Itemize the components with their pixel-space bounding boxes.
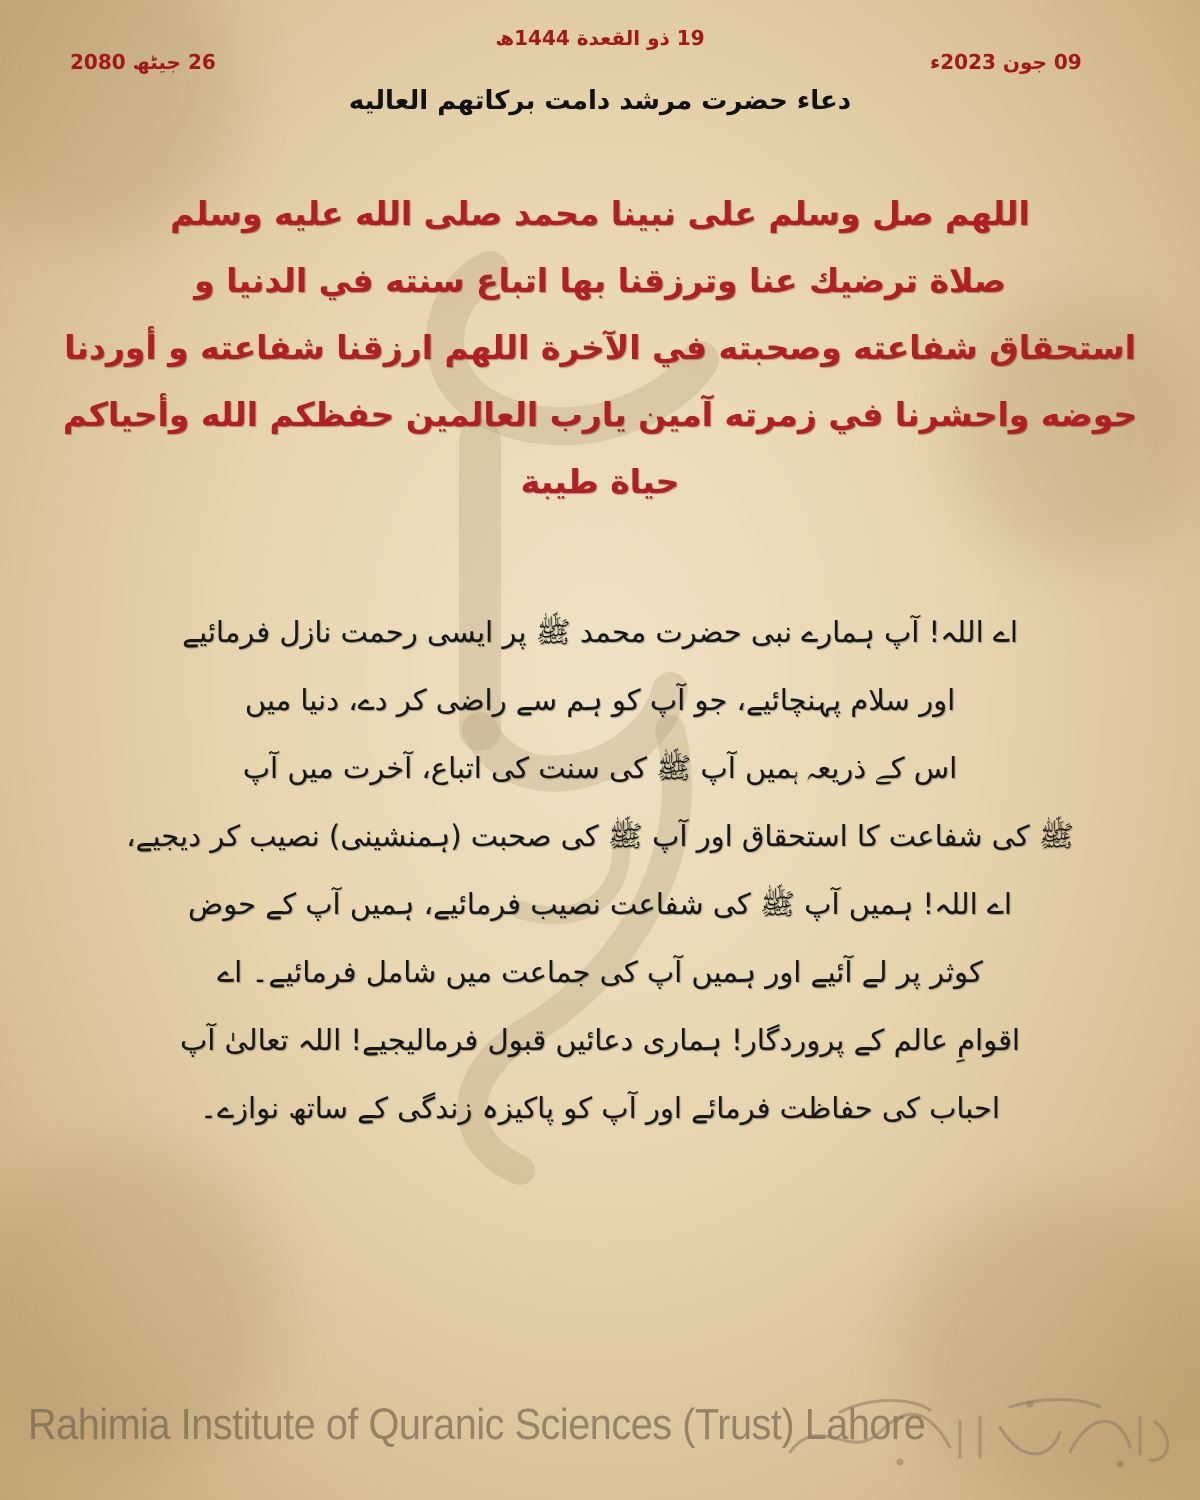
urdu-line: اس کے ذریعہ ہمیں آپ ﷺ کی سنت کی اتباع، آخرت میں آپ [242, 751, 958, 785]
page-title: دعاء حضرت مرشد دامت برکاتهم العاليه [348, 86, 852, 116]
urdu-line: اور سلام پہنچائیے، جو آپ کو ہم سے راضی کر دے، دنیا میں [244, 683, 956, 717]
urdu-line: ﷺ کی شفاعت کا استحقاق اور آپ ﷺ کی صحبت (ہمنشینی) نصیب کر دیجیے، [126, 819, 1074, 853]
urdu-line: کوثر پر لے آئیے اور ہمیں آپ کی جماعت میں شامل فرمائیے۔ اے [217, 955, 983, 989]
urdu-line: اے اللہ! آپ ہمارے نبی حضرت محمد ﷺ پر ایسی رحمت نازل فرمائیے [182, 615, 1018, 649]
institute-name: Rahimia Institute of Quranic Sciences (Trust) Lahore [28, 1400, 926, 1449]
institute-calligraphy-logo-icon [780, 1392, 1180, 1472]
arabic-prayer [60, 180, 1140, 515]
urdu-line: احباب کی حفاظت فرمائے اور آپ کو پاکیزہ زندگی کے ساتھ نوازے۔ [200, 1091, 1000, 1125]
arabic-line: حوضه واحشرنا في زمرته آمين يارب العالمين حفظكم الله وأحياكم [62, 395, 1138, 434]
arabic-line: اللهم صل وسلم على نبينا محمد صلى الله عليه وسلم [170, 194, 1030, 233]
arabic-line: حياة طيبة [520, 462, 680, 501]
urdu-line: اے اللہ! ہمیں آپ ﷺ کی شفاعت نصیب فرمائیے، ہمیں آپ کے حوض [188, 887, 1012, 921]
arabic-line: استحقاق شفاعته وصحبته في الآخرة اللهم ارزقنا شفاعته و أوردنا [64, 328, 1136, 367]
urdu-line: اقوامِ عالم کے پروردگار! ہماری دعائیں قبول فرمالیجیے! اللہ تعالیٰ آپ [179, 1023, 1020, 1057]
arabic-line: صلاة ترضيك عنا وترزقنا بها اتباع سنته في الدنيا و [194, 261, 1006, 300]
gregorian-date: 09 جون 2023ء [930, 50, 1082, 74]
hijri-date: 19 ذو القعدة 1444ھ [495, 26, 705, 50]
desi-date: 26 جیٹھ 2080 [70, 50, 216, 74]
urdu-translation [70, 598, 1130, 1142]
